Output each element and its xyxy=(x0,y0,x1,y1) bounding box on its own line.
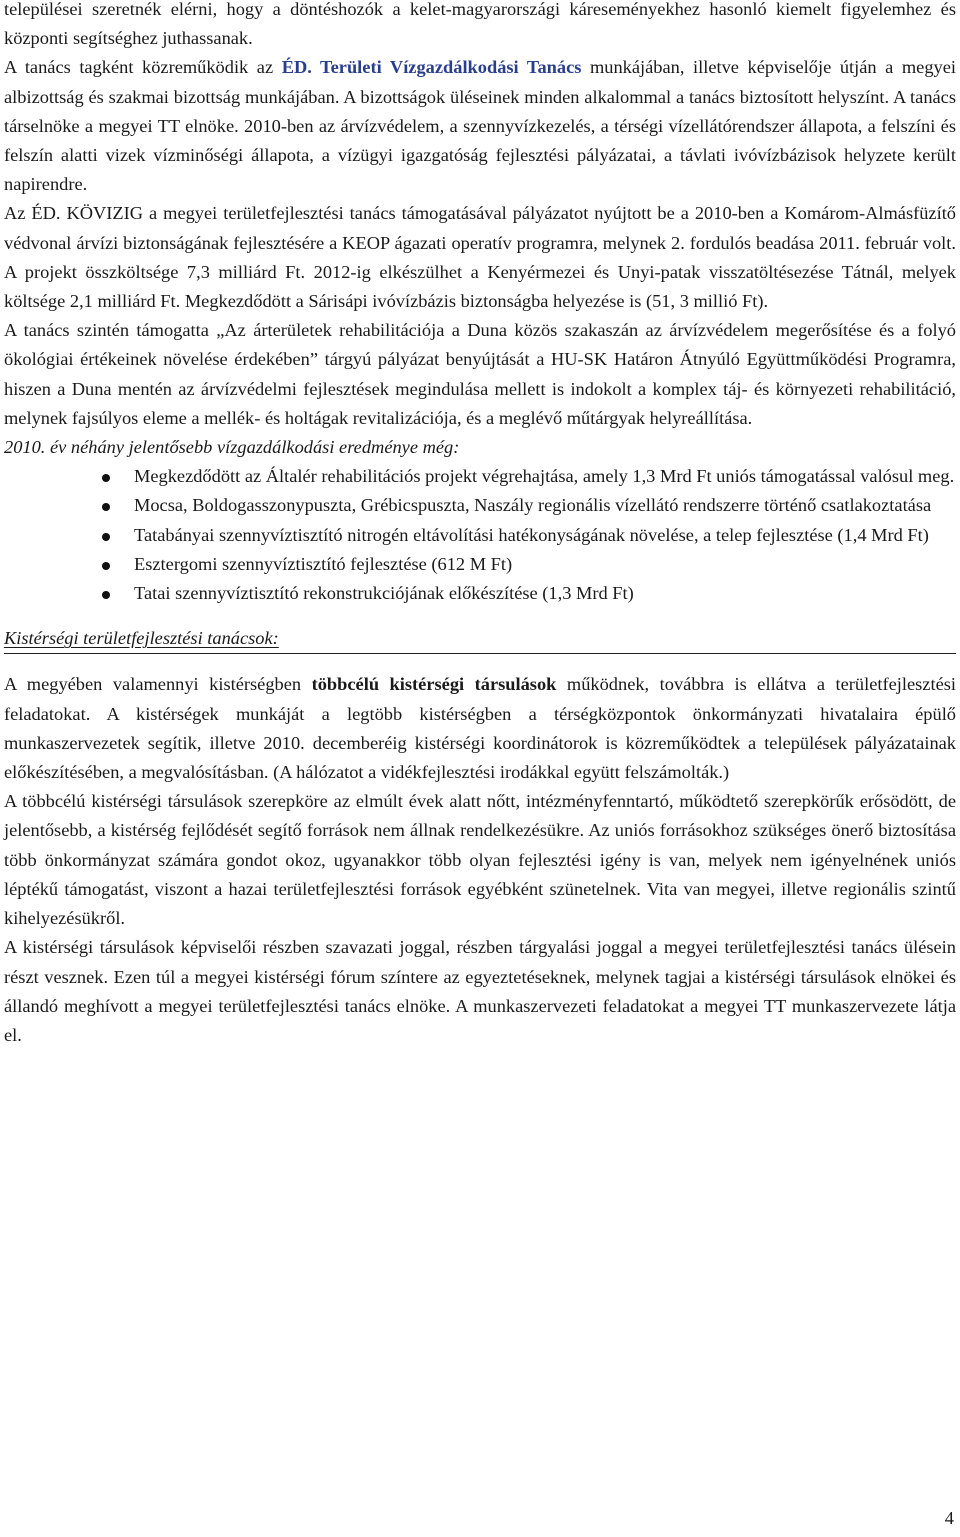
spacer xyxy=(4,608,956,624)
paragraph-husk-program: A tanács szintén támogatta „Az árterületek rehabilitációja a Duna közös szakaszán az árvízvédelem megerősítése és a folyó ökológiai értékeinek növelése érdekében” tárgyú pályázat benyújtását a HU-SK Határon Átnyúló Együttműködési Programra, hiszen a Duna mentén az árvízvédelmi fejlesztések megindulása mellett is indokolt a komplex táj- és környezeti rehabilitáció, melynek fajsúlyos eleme a mellék- és holtágak revitalizációja, és a meglévő műtárgyak helyreállítása. xyxy=(4,320,956,428)
paragraph-water-council: A tanács tagként közreműködik az ÉD. Területi Vízgazdálkodási Tanács munkájában, illetve képviselője útján a megyei albizottság és szakmai bizottság munkájában. A bizottságok üléseinek minden alkalommal a tanács biztosított helyszínt. A tanács társelnöke a megyei TT elnöke. 2010-ben az árvízvédelem, a szennyvízkezelés, a térségi vízellátórendszer állapota, a felszíni és felszín alatti vizek vízminőségi állapota, a vízügyi igazgatóság fejlesztési pályázatai, a távlati ivóvízbázisok helyzete került napirendre. xyxy=(4,57,956,195)
paragraph-associations: A megyében valamennyi kistérségben többcélú kistérségi társulások működnek, továbbra is ellátva a területfejlesztési feladatokat. A kistérségek munkáját a legtöbb kistérségben a térségközpontok önkormányzati hivatalaira épülő munkaszervezetek segítik, illetve 2010. decemberéig kistérségi koordinátorok is közreműködtek a települések pályázatainak előkészítésében, a megvalósításban. (A hálózatot a vidékfejlesztési irodákkal együtt felszámolták.) xyxy=(4,674,956,783)
council-name: ÉD. Területi Vízgazdálkodási Tanács xyxy=(281,57,582,78)
paragraph-kovizig: Az ÉD. KÖVIZIG a megyei területfejlesztési tanács támogatásával pályázatot nyújtott be a 2010-ben a Komárom-Almásfüzítő védvonal árvízi biztonságának fejlesztésére a KEOP ágazati operatív programra, melynek 2. fordulós beadása 2011. február volt. A projekt összköltsége 7,3 milliárd Ft. 2012-ig elkészülhet a Kenyérmezei és Unyi-patak visszatöltésezése Tátnál, melyek költsége 2,1 milliárd Ft. Megkezdődött a Sárisápi ivóvízbázis biztonságba helyezése is (51, 3 millió Ft). xyxy=(4,203,956,312)
paragraph-representation: A kistérségi társulások képviselői részben szavazati joggal, részben tárgyalási joggal a megyei területfejlesztési tanács ülésein részt vesznek. Ezen túl a megyei kistérségi fórum színtere az egyeztetéseknek, melynek tagjai a kistérségi társulások elnökei és állandó meghívott a megyei területfejlesztési tanács elnöke. A munkaszervezeti feladatokat a megyei TT munkaszervezete látja el. xyxy=(4,937,956,1045)
bullet-icon xyxy=(102,503,110,511)
results-list xyxy=(4,462,956,608)
document-page xyxy=(4,0,956,1050)
paragraph-intro-continuation xyxy=(4,0,956,53)
list-item: Tatai szennyvíztisztító rekonstrukciójának előkészítése (1,3 Mrd Ft) xyxy=(4,579,956,608)
spacer xyxy=(4,654,956,670)
list-item: Megkezdődött az Általér rehabilitációs projekt végrehajtása, amely 1,3 Mrd Ft uniós támogatással valósul meg. xyxy=(4,462,956,491)
list-item: Esztergomi szennyvíztisztító fejlesztése (612 M Ft) xyxy=(4,550,956,579)
paragraph-text: települései szeretnék elérni, hogy a döntéshozók a kelet-magyarországi káreseményekhez hasonló kiemelt figyelemhez és központi segítséghez juthassanak. xyxy=(4,0,956,49)
bold-term: többcélú kistérségi társulások xyxy=(311,674,557,695)
paragraph-roles: A többcélú kistérségi társulások szerepköre az elmúlt évek alatt nőtt, intézményfenntartó, működtető szerepkörűk erősödött, de jelentősebb, a kistérség fejlődését segítő források nem állnak rendelkezésükre. Az uniós forrásokhoz szükséges önerő biztosítása több önkormányzat számára gondot okoz, ugyanakkor több olyan fejlesztési igény is van, melyek nem igényelnének uniós léptékű támogatást, viszont a hazai területfejlesztési források egyébként szünetelnek. Vita van megyei, illetve regionális szintű kihelyezésükről. xyxy=(4,791,956,929)
bullet-icon xyxy=(102,533,110,541)
section-heading: Kistérségi területfejlesztési tanácsok: xyxy=(4,624,956,654)
bullet-icon xyxy=(102,591,110,599)
results-heading: 2010. év néhány jelentősebb vízgazdálkodási eredménye még: xyxy=(4,437,460,458)
list-item: Tatabányai szennyvíztisztító nitrogén eltávolítási hatékonyságának növelése, a telep fejlesztése (1,4 Mrd Ft) xyxy=(4,521,956,550)
bullet-icon xyxy=(102,474,110,482)
page-number: 4 xyxy=(944,1508,954,1528)
list-item: Mocsa, Boldogasszonypuszta, Grébicspuszta, Naszály regionális vízellátó rendszerre történő csatlakoztatása xyxy=(4,491,956,520)
bullet-icon xyxy=(102,562,110,570)
